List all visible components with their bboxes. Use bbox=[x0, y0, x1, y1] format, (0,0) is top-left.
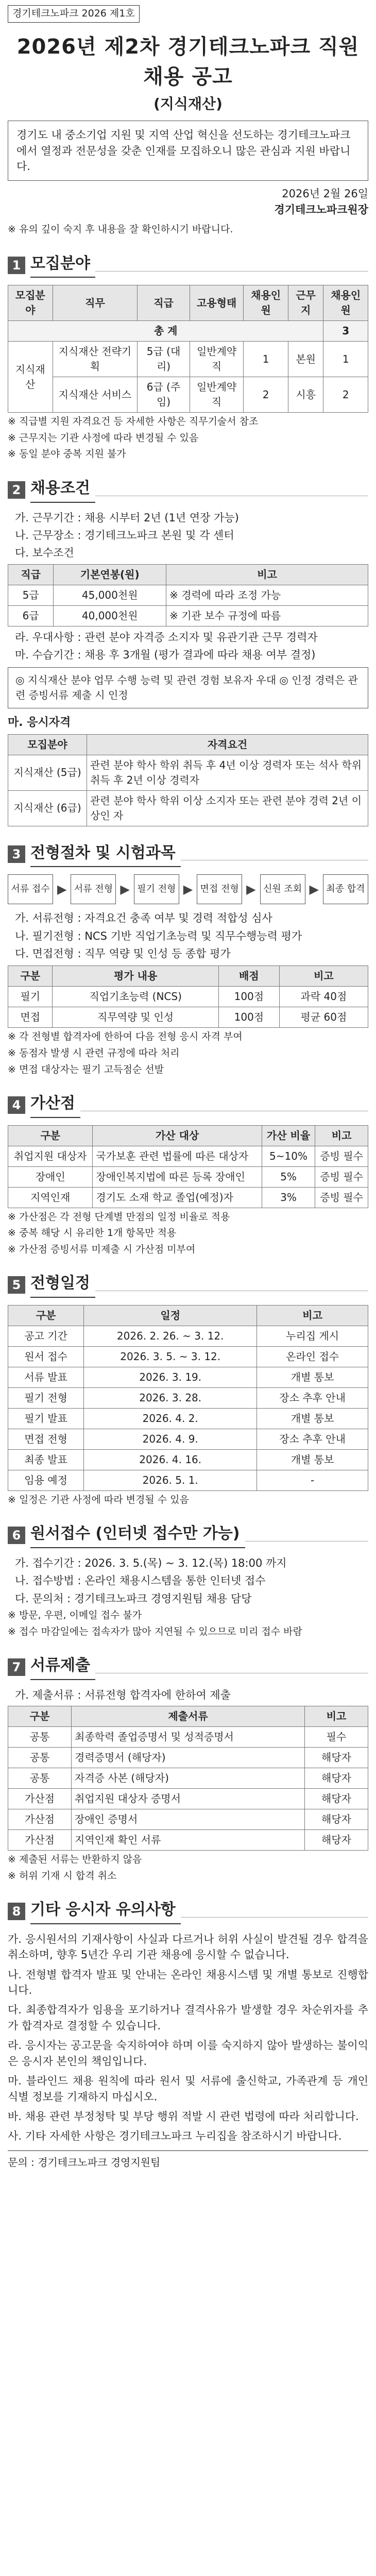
table-cell: 공통 bbox=[8, 1727, 72, 1748]
arrow-right-icon: ▶ bbox=[246, 882, 256, 896]
page-title: 2026년 제2차 경기테크노파크 직원 채용 공고 bbox=[16, 35, 360, 89]
table-cell: 장애인복지법에 따른 등록 장애인 bbox=[93, 1166, 262, 1187]
note-text: ※ 동일 분야 중복 지원 불가 bbox=[8, 448, 126, 460]
table-cell: 공통 bbox=[8, 1768, 72, 1789]
table-cell: 5~10% bbox=[262, 1146, 315, 1166]
table-header: 구분 bbox=[8, 1706, 72, 1727]
section-number: 6 bbox=[8, 1527, 25, 1544]
table-header: 비고 bbox=[305, 1706, 368, 1727]
table-header: 가산 대상 bbox=[93, 1125, 262, 1146]
table-row bbox=[8, 1007, 368, 1028]
note-text: ※ 허위 기재 시 합격 취소 bbox=[8, 1870, 117, 1882]
table-cell: 공고 기간 bbox=[8, 1326, 84, 1346]
table-cell: ※ 경력에 따라 조정 가능 bbox=[166, 585, 368, 605]
paragraph: 바. 채용 관련 부정청탁 및 부당 행위 적발 시 관련 법령에 따라 처리합니다. bbox=[8, 2110, 359, 2123]
table-cell: 누리집 게시 bbox=[257, 1326, 368, 1346]
list-item: 가. 제출서류 : 서류전형 합격자에 한하여 제출 bbox=[15, 1688, 231, 1701]
note-text: ※ 접수 마감일에는 접속자가 많아 지연될 수 있으므로 미리 접수 바람 bbox=[8, 1625, 302, 1637]
table-row bbox=[8, 1768, 368, 1789]
table-cell: 해당자 bbox=[305, 1748, 368, 1768]
table-cell: 직무역량 및 인성 bbox=[53, 1007, 218, 1028]
note-text: ※ 중복 해당 시 유리한 1개 항목만 적용 bbox=[8, 1227, 177, 1239]
table-cell: 개별 통보 bbox=[257, 1408, 368, 1429]
table-cell: 증빙 필수 bbox=[315, 1187, 368, 1208]
table-cell: 일반계약직 bbox=[190, 377, 244, 413]
table-cell: 1 bbox=[244, 342, 288, 377]
list-item: 마. 수습기간 : 채용 후 3개월 (평가 결과에 따라 채용 여부 결정) bbox=[15, 649, 316, 662]
table-row bbox=[8, 585, 368, 605]
table-cell: 2026. 2. 26. ~ 3. 12. bbox=[84, 1326, 257, 1346]
note-text: ※ 가산점은 각 전형 단계별 만점의 일정 비율로 적용 bbox=[8, 1211, 230, 1223]
table-cell: 시흥 bbox=[288, 377, 323, 413]
section-number: 3 bbox=[8, 845, 25, 863]
table-row bbox=[8, 1326, 368, 1346]
table-row bbox=[8, 342, 368, 377]
table-cell: 필수 bbox=[305, 1727, 368, 1748]
table-header: 구분 bbox=[8, 1305, 84, 1326]
table-cell: 지식재산 (5급) bbox=[8, 755, 87, 790]
table-row bbox=[8, 1367, 368, 1387]
flow-step: 신원 조회 bbox=[260, 874, 305, 904]
flow-step: 서류 접수 bbox=[8, 874, 53, 904]
table-cell: 100점 bbox=[218, 1007, 279, 1028]
table-header: 근무지 bbox=[288, 285, 323, 321]
table-cell: 장애인 증명서 bbox=[72, 1809, 305, 1830]
page-subtitle: (지식재산) bbox=[153, 95, 223, 112]
exam-table bbox=[8, 965, 368, 1028]
table-cell: 5급 (대리) bbox=[138, 342, 190, 377]
table-header: 모집분야 bbox=[8, 734, 87, 755]
table-cell: 본원 bbox=[288, 342, 323, 377]
note-text: ※ 면접 대상자는 필기 고득점순 선발 bbox=[8, 1063, 164, 1075]
flow-step: 최종 합격 bbox=[323, 874, 368, 904]
intro-box: 경기도 내 중소기업 지원 및 지역 산업 혁신을 선도하는 경기테크노파크에서 열정과 전문성을 갖춘 인재를 모집하오니 많은 관심과 지원 바랍니다. bbox=[8, 121, 368, 181]
table-header: 구분 bbox=[8, 1125, 93, 1146]
paragraph: 나. 전형별 합격자 발표 및 안내는 온라인 채용시스템 및 개별 통보로 진행합니다. bbox=[8, 1968, 368, 1996]
table-cell: 최종학력 졸업증명서 및 성적증명서 bbox=[72, 1727, 305, 1748]
table-row bbox=[8, 1408, 368, 1429]
list-item: 다. 면접전형 : 직무 역량 및 인성 등 종합 평가 bbox=[15, 947, 231, 960]
section-8-header bbox=[8, 1899, 368, 1924]
section-5-header bbox=[8, 1272, 368, 1298]
table-cell: 증빙 필수 bbox=[315, 1166, 368, 1187]
table-row bbox=[8, 1830, 368, 1851]
subsection-title: 마. 응시자격 bbox=[8, 716, 71, 729]
table-cell: 경력증명서 (해당자) bbox=[72, 1748, 305, 1768]
table-cell: 지식재산 bbox=[8, 342, 53, 413]
table-header: 가산 비율 bbox=[262, 1125, 315, 1146]
arrow-right-icon: ▶ bbox=[57, 882, 67, 896]
table-header: 배점 bbox=[218, 966, 279, 987]
table-cell: 임용 예정 bbox=[8, 1470, 84, 1490]
table-cell: 2026. 4. 9. bbox=[84, 1429, 257, 1449]
table-row bbox=[8, 1809, 368, 1830]
note-text: ※ 일정은 기관 사정에 따라 변경될 수 있음 bbox=[8, 1494, 189, 1505]
table-header: 비고 bbox=[166, 564, 368, 585]
section-title: 원서접수 (인터넷 접수만 가능) bbox=[30, 1522, 245, 1548]
table-row bbox=[8, 1166, 368, 1187]
table-cell: 원서 접수 bbox=[8, 1346, 84, 1367]
table-row bbox=[8, 1187, 368, 1208]
table-cell: 필기 발표 bbox=[8, 1408, 84, 1429]
pay-table bbox=[8, 564, 368, 626]
recruit-table bbox=[8, 285, 368, 413]
note-text: ※ 근무지는 기관 사정에 따라 변경될 수 있음 bbox=[8, 432, 199, 444]
table-cell: 자격증 사본 (해당자) bbox=[72, 1768, 305, 1789]
table-cell: 가산점 bbox=[8, 1789, 72, 1809]
table-cell: 면접 전형 bbox=[8, 1429, 84, 1449]
table-cell: 국가보훈 관련 법률에 따른 대상자 bbox=[93, 1146, 262, 1166]
table-cell: 2026. 3. 5. ~ 3. 12. bbox=[84, 1346, 257, 1367]
table-cell: 1 bbox=[323, 342, 368, 377]
table-row bbox=[8, 1146, 368, 1166]
section-2-header bbox=[8, 477, 368, 503]
table-cell: 장애인 bbox=[8, 1166, 93, 1187]
table-header: 자격요건 bbox=[87, 734, 368, 755]
table-header: 평가 내용 bbox=[53, 966, 218, 987]
table-row bbox=[8, 1470, 368, 1490]
section-number: 2 bbox=[8, 481, 25, 499]
note-text: ※ 각 전형별 합격자에 한하여 다음 전형 응시 자격 부여 bbox=[8, 1031, 243, 1043]
table-cell: 개별 통보 bbox=[257, 1449, 368, 1470]
notice-text: ※ 유의 깊이 숙지 후 내용을 잘 확인하시기 바랍니다. bbox=[8, 224, 233, 235]
table-cell: 필기 전형 bbox=[8, 1387, 84, 1408]
table-cell: 최종 발표 bbox=[8, 1449, 84, 1470]
table-cell: 취업지원 대상자 증명서 bbox=[72, 1789, 305, 1809]
section-title: 채용조건 bbox=[30, 477, 95, 503]
section-title: 기타 응시자 유의사항 bbox=[30, 1899, 181, 1924]
list-item: 나. 접수방법 : 온라인 채용시스템을 통한 인터넷 접수 bbox=[15, 1574, 266, 1587]
bonus-table bbox=[8, 1125, 368, 1208]
note-text: ※ 방문, 우편, 이메일 접수 불가 bbox=[8, 1609, 142, 1621]
table-cell: 2 bbox=[323, 377, 368, 413]
paragraph: 사. 기타 자세한 사항은 경기테크노파크 누리집을 참조하시기 바랍니다. bbox=[8, 2130, 342, 2143]
note-text: ※ 직급별 지원 자격요건 등 자세한 사항은 직무기술서 참조 bbox=[8, 416, 259, 428]
table-header: 채용인원 bbox=[323, 285, 368, 321]
section-number: 1 bbox=[8, 257, 25, 274]
table-header: 직급 bbox=[8, 564, 54, 585]
contact-info: 문의 : 경기테크노파크 경영지원팀 bbox=[8, 2150, 368, 2170]
list-item: 다. 문의처 : 경기테크노파크 경영지원팀 채용 담당 bbox=[15, 1592, 252, 1605]
table-row bbox=[8, 1789, 368, 1809]
table-row bbox=[8, 1429, 368, 1449]
document-stamp: 경기테크노파크 2026 제1호 bbox=[8, 5, 140, 23]
paragraph: 마. 블라인드 채용 원칙에 따라 원서 및 서류에 출신학교, 가족관계 등 개인 식별 정보를 기재하지 마십시오. bbox=[8, 2075, 368, 2103]
paragraph: 가. 응시원서의 기재사항이 사실과 다르거나 허위 사실이 발견될 경우 합격을 취소하며, 향후 5년간 우리 기관 채용에 응시할 수 없습니다. bbox=[8, 1933, 368, 1961]
table-cell: ※ 기관 보수 규정에 따름 bbox=[166, 605, 368, 626]
table-cell: 필기 bbox=[8, 987, 53, 1007]
table-row bbox=[8, 987, 368, 1007]
note-text: ※ 가산점 증빙서류 미제출 시 가산점 미부여 bbox=[8, 1243, 196, 1255]
table-cell: 해당자 bbox=[305, 1809, 368, 1830]
list-item: 나. 근무장소 : 경기테크노파크 본원 및 각 센터 bbox=[15, 529, 234, 541]
table-cell: 지식재산 전략기획 bbox=[53, 342, 138, 377]
table-cell: 3% bbox=[262, 1187, 315, 1208]
table-cell: 2026. 3. 19. bbox=[84, 1367, 257, 1387]
table-cell: 5% bbox=[262, 1166, 315, 1187]
table-row bbox=[8, 605, 368, 626]
table-cell: 온라인 접수 bbox=[257, 1346, 368, 1367]
table-cell: 6급 bbox=[8, 605, 54, 626]
list-item: 가. 서류전형 : 자격요건 충족 여부 및 경력 적합성 심사 bbox=[15, 912, 272, 925]
total-value: 3 bbox=[323, 321, 368, 342]
table-cell: 공통 bbox=[8, 1748, 72, 1768]
table-header: 비고 bbox=[279, 966, 368, 987]
table-cell: 지역인재 bbox=[8, 1187, 93, 1208]
section-title: 서류제출 bbox=[30, 1654, 95, 1680]
section-number: 8 bbox=[8, 1903, 25, 1920]
table-header: 비고 bbox=[257, 1305, 368, 1326]
table-cell: 100점 bbox=[218, 987, 279, 1007]
table-header: 직급 bbox=[138, 285, 190, 321]
table-cell: 45,000천원 bbox=[54, 585, 166, 605]
table-row bbox=[8, 755, 368, 790]
section-title: 전형절차 및 시험과목 bbox=[30, 842, 181, 868]
arrow-right-icon: ▶ bbox=[183, 882, 193, 896]
paragraph: 라. 응시자는 공고문을 숙지하여야 하며 이를 숙지하지 않아 발생하는 불이익은 응시자 본인의 책임입니다. bbox=[8, 2039, 368, 2067]
table-cell: 2026. 4. 16. bbox=[84, 1449, 257, 1470]
info-box: ◎ 지식재산 분야 업무 수행 능력 및 관련 경험 보유자 우대 ◎ 인정 경력은 관련 증빙서류 제출 시 인정 bbox=[8, 667, 368, 708]
flow-step: 서류 전형 bbox=[71, 874, 116, 904]
documents-table bbox=[8, 1706, 368, 1851]
list-item: 나. 필기전형 : NCS 기반 직업기초능력 및 직무수행능력 평가 bbox=[15, 929, 302, 942]
table-row bbox=[8, 790, 368, 826]
table-cell: 면접 bbox=[8, 1007, 53, 1028]
section-title: 전형일정 bbox=[30, 1272, 95, 1298]
table-cell: 장소 추후 안내 bbox=[257, 1387, 368, 1408]
section-6-header bbox=[8, 1522, 368, 1548]
flow-step: 면접 전형 bbox=[197, 874, 242, 904]
section-7-header bbox=[8, 1654, 368, 1680]
table-cell: 해당자 bbox=[305, 1789, 368, 1809]
table-cell: 서류 발표 bbox=[8, 1367, 84, 1387]
table-header: 기본연봉(원) bbox=[54, 564, 166, 585]
table-header: 모집분야 bbox=[8, 285, 53, 321]
table-cell: 6급 (주임) bbox=[138, 377, 190, 413]
list-item: 다. 보수조건 bbox=[15, 547, 74, 560]
note-text: ※ 동점자 발생 시 관련 규정에 따라 처리 bbox=[8, 1047, 180, 1059]
table-cell: 평균 60점 bbox=[279, 1007, 368, 1028]
list-item: 라. 우대사항 : 관련 분야 자격증 소지자 및 유관기관 근무 경력자 bbox=[15, 631, 318, 643]
table-cell: 2026. 4. 2. bbox=[84, 1408, 257, 1429]
list-item: 가. 근무기간 : 채용 시부터 2년 (1년 연장 가능) bbox=[15, 511, 239, 524]
note-text: ※ 제출된 서류는 반환하지 않음 bbox=[8, 1854, 142, 1866]
qualification-table bbox=[8, 734, 368, 826]
table-cell: 가산점 bbox=[8, 1830, 72, 1851]
table-header: 직무 bbox=[53, 285, 138, 321]
table-cell: 증빙 필수 bbox=[315, 1146, 368, 1166]
table-cell: 2 bbox=[244, 377, 288, 413]
section-number: 4 bbox=[8, 1096, 25, 1114]
schedule-table bbox=[8, 1305, 368, 1491]
table-cell: 2026. 3. 28. bbox=[84, 1387, 257, 1408]
flow-step: 필기 전형 bbox=[134, 874, 179, 904]
table-cell: 관련 분야 학사 학위 취득 후 4년 이상 경력자 또는 석사 학위 취득 후 2년 이상 경력자 bbox=[87, 755, 368, 790]
table-cell: 2026. 5. 1. bbox=[84, 1470, 257, 1490]
table-cell: - bbox=[257, 1470, 368, 1490]
total-label: 총 계 bbox=[8, 321, 323, 342]
table-header: 제출서류 bbox=[72, 1706, 305, 1727]
process-flow bbox=[8, 874, 368, 904]
table-row bbox=[8, 1346, 368, 1367]
table-cell: 지식재산 서비스 bbox=[53, 377, 138, 413]
table-row bbox=[8, 377, 368, 413]
table-cell: 40,000천원 bbox=[54, 605, 166, 626]
table-header: 일정 bbox=[84, 1305, 257, 1326]
table-cell: 일반계약직 bbox=[190, 342, 244, 377]
table-cell: 지식재산 (6급) bbox=[8, 790, 87, 826]
section-number: 5 bbox=[8, 1276, 25, 1294]
table-cell: 해당자 bbox=[305, 1768, 368, 1789]
table-header: 비고 bbox=[315, 1125, 368, 1146]
arrow-right-icon: ▶ bbox=[309, 882, 319, 896]
announcement-date: 2026년 2월 26일 bbox=[282, 188, 368, 200]
table-row bbox=[8, 1727, 368, 1748]
section-3-header bbox=[8, 842, 368, 868]
list-item: 가. 접수기간 : 2026. 3. 5.(목) ~ 3. 12.(목) 18:00 까지 bbox=[15, 1556, 287, 1569]
table-row bbox=[8, 1387, 368, 1408]
table-cell: 직업기초능력 (NCS) bbox=[53, 987, 218, 1007]
section-number: 7 bbox=[8, 1658, 25, 1676]
table-row bbox=[8, 1449, 368, 1470]
table-cell: 해당자 bbox=[305, 1830, 368, 1851]
table-cell: 경기도 소재 학교 졸업(예정)자 bbox=[93, 1187, 262, 1208]
paragraph: 다. 최종합격자가 임용을 포기하거나 결격사유가 발생할 경우 차순위자를 추가 합격자로 결정할 수 있습니다. bbox=[8, 2004, 368, 2032]
table-cell: 개별 통보 bbox=[257, 1367, 368, 1387]
table-header: 채용인원 bbox=[244, 285, 288, 321]
table-cell: 5급 bbox=[8, 585, 54, 605]
table-cell: 과락 40점 bbox=[279, 987, 368, 1007]
table-cell: 가산점 bbox=[8, 1809, 72, 1830]
table-cell: 취업지원 대상자 bbox=[8, 1146, 93, 1166]
arrow-right-icon: ▶ bbox=[120, 882, 130, 896]
section-title: 모집분야 bbox=[30, 252, 95, 278]
table-cell: 지역인재 확인 서류 bbox=[72, 1830, 305, 1851]
table-row bbox=[8, 321, 368, 342]
table-header: 고용형태 bbox=[190, 285, 244, 321]
table-cell: 장소 추후 안내 bbox=[257, 1429, 368, 1449]
table-row bbox=[8, 1748, 368, 1768]
announcement-page bbox=[8, 0, 368, 2170]
table-header: 구분 bbox=[8, 966, 53, 987]
section-4-header bbox=[8, 1092, 368, 1118]
section-1-header bbox=[8, 252, 368, 278]
section-title: 가산점 bbox=[30, 1092, 80, 1118]
organization-name: 경기테크노파크원장 bbox=[274, 203, 368, 216]
table-cell: 관련 분야 학사 학위 이상 소지자 또는 관련 분야 경력 2년 이상인 자 bbox=[87, 790, 368, 826]
